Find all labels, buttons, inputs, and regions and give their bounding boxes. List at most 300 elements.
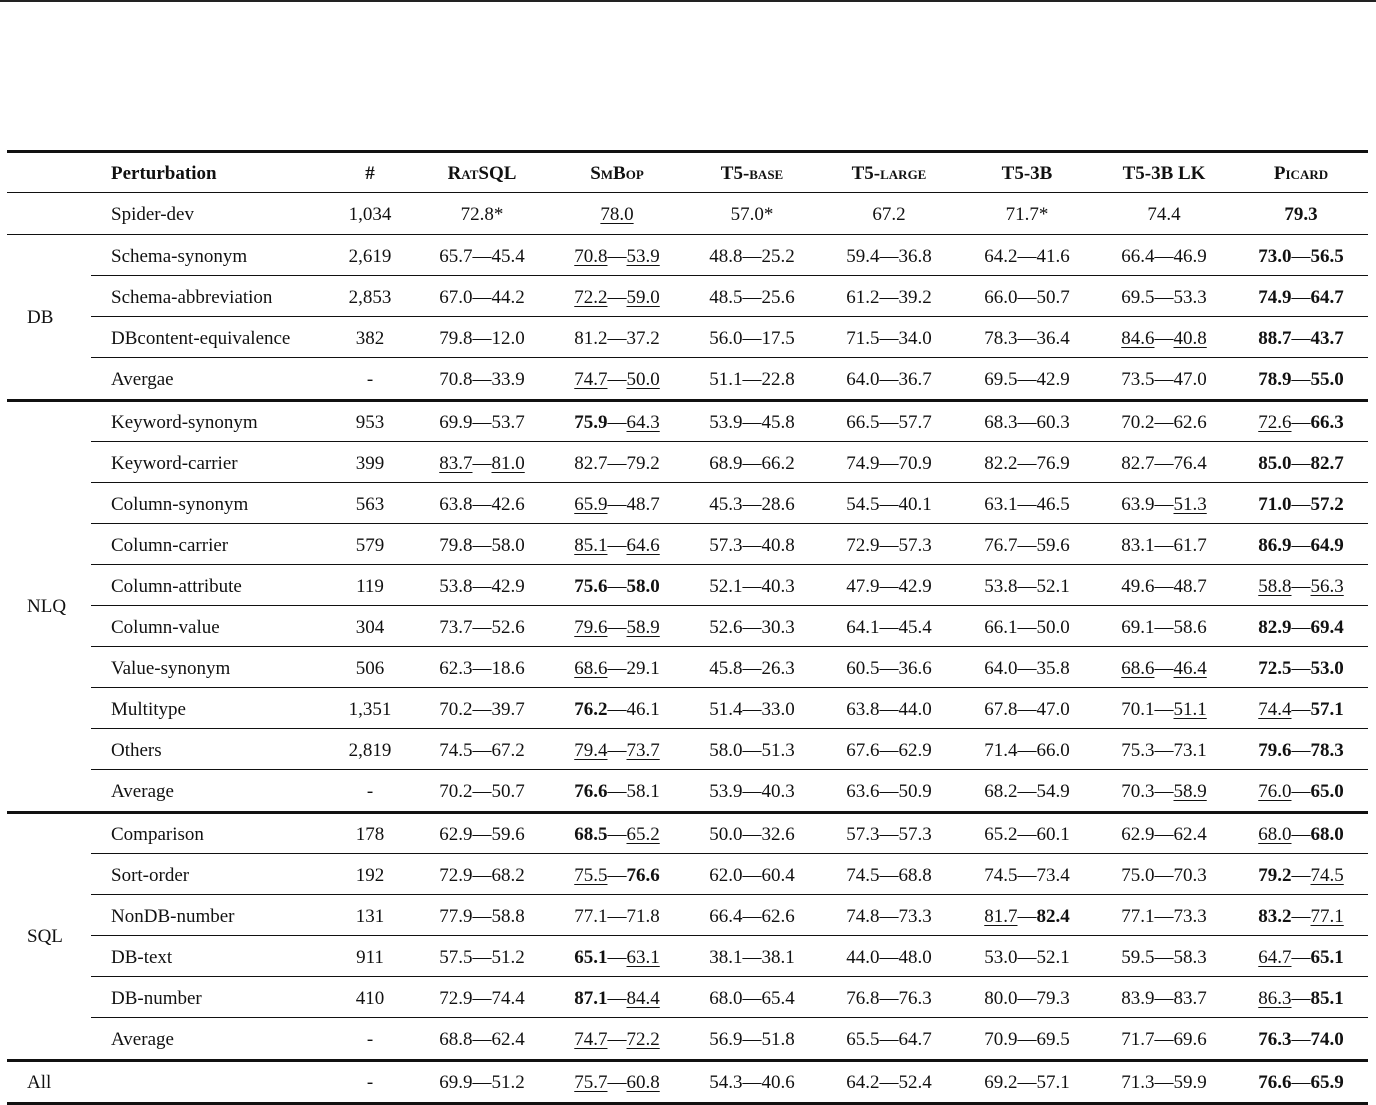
example-count: 2,619 [348, 246, 392, 267]
score-separator: — [879, 576, 899, 597]
score-separator: — [1154, 699, 1174, 720]
score-cell-t5-3b [959, 770, 1095, 811]
score-original: 69.9 [439, 412, 473, 433]
score-original: 70.9 [984, 1029, 1018, 1050]
example-count: - [366, 1072, 374, 1093]
score-cell-t5-base [684, 977, 820, 1018]
table-row [7, 854, 1368, 895]
score-separator: — [879, 535, 899, 556]
score-cell-t5-3b-lk [1096, 1061, 1232, 1102]
score-separator: — [607, 617, 627, 638]
score-cell-smbop [549, 1018, 685, 1059]
score-cell-t5-3b-lk [1096, 483, 1232, 524]
score-separator: — [1017, 1029, 1037, 1050]
score-original: 68.6 [574, 658, 608, 679]
score-separator: — [1017, 328, 1037, 349]
score-perturbed: 48.0 [898, 947, 932, 968]
score-separator: — [1017, 658, 1037, 679]
header-t5-large: T5-large [851, 163, 927, 184]
score-original: 63.1 [984, 494, 1018, 515]
perturbation-label: Value-synonym [111, 658, 231, 679]
score-separator: — [742, 535, 762, 556]
score-original: 60.5 [846, 658, 880, 679]
score-cell-t5-3b [959, 358, 1095, 399]
header-smbop: SmBop [590, 163, 644, 184]
score-original: 71.5 [846, 328, 880, 349]
example-count: 2,853 [348, 287, 392, 308]
score-perturbed: 33.9 [491, 369, 525, 390]
score-separator: — [879, 988, 899, 1009]
score-cell-t5-large [821, 770, 957, 811]
score-cell-picard [1233, 1018, 1369, 1059]
header-t5-3b-lk: T5-3B LK [1122, 163, 1206, 184]
score-perturbed: 32.6 [761, 824, 795, 845]
score-cell-picard [1233, 647, 1369, 688]
perturbation-label: Sort-order [111, 865, 190, 886]
perturbation-label: Others [111, 740, 162, 761]
score-separator: — [1154, 246, 1174, 267]
score-perturbed: 50.0 [626, 369, 660, 390]
score-perturbed: 62.9 [898, 740, 932, 761]
score-perturbed: 78.3 [1310, 740, 1344, 761]
score-original: 56.9 [709, 1029, 743, 1050]
score-separator: — [1291, 865, 1311, 886]
score-original: 74.8 [846, 906, 880, 927]
score-perturbed: 30.3 [761, 617, 795, 638]
all-label: All [27, 1072, 52, 1093]
score-perturbed: 85.1 [1310, 988, 1344, 1009]
score-original: 79.2 [1258, 865, 1292, 886]
score-original: 73.0 [1258, 246, 1292, 267]
score-cell-t5-large [821, 1018, 957, 1059]
table-row [7, 358, 1368, 399]
score-cell-t5-base [684, 193, 820, 234]
score-cell-t5-3b-lk [1096, 358, 1232, 399]
score-original: 64.2 [846, 1072, 880, 1093]
score-perturbed: 54.9 [1036, 781, 1070, 802]
score-original: 79.8 [439, 328, 473, 349]
score-original: 72.9 [439, 988, 473, 1009]
example-count: 953 [355, 412, 385, 433]
score-original: 65.5 [846, 1029, 880, 1050]
score-cell-t5-3b-lk [1096, 977, 1232, 1018]
score-cell-smbop [549, 483, 685, 524]
score-perturbed: 73.1 [1173, 740, 1207, 761]
score-original: 48.5 [709, 287, 743, 308]
score-original: 65.2 [984, 824, 1018, 845]
score-original: 56.0 [709, 328, 743, 349]
score-separator: — [472, 287, 492, 308]
score-perturbed: 62.6 [1173, 412, 1207, 433]
score-original: 68.5 [574, 824, 608, 845]
score-separator: — [607, 781, 627, 802]
score-separator: — [1017, 1072, 1037, 1093]
score-perturbed: 61.7 [1173, 535, 1207, 556]
score-separator: — [1291, 535, 1311, 556]
score-original: 75.3 [1121, 740, 1155, 761]
score-perturbed: 52.1 [1036, 576, 1070, 597]
score-original: 86.9 [1258, 535, 1292, 556]
score-separator: — [607, 412, 627, 433]
score-cell-picard [1233, 442, 1369, 483]
score-separator: — [607, 453, 627, 474]
table-row [7, 401, 1368, 442]
score-original: 76.0 [1258, 781, 1292, 802]
score-perturbed: 53.3 [1173, 287, 1207, 308]
score-perturbed: 68.2 [491, 865, 525, 886]
score-perturbed: 40.1 [898, 494, 932, 515]
score-perturbed: 46.1 [626, 699, 660, 720]
score-cell-picard [1233, 729, 1369, 770]
perturbation-label: Average [111, 781, 174, 802]
score-original: 79.6 [574, 617, 608, 638]
score-perturbed: 52.4 [898, 1072, 932, 1093]
score-perturbed: 69.5 [1036, 1029, 1070, 1050]
score-cell-t5-3b-lk [1096, 854, 1232, 895]
score-cell-t5-large [821, 854, 957, 895]
score-perturbed: 62.4 [491, 1029, 525, 1050]
score-separator: — [607, 287, 627, 308]
score-cell-ratsql [414, 647, 550, 688]
score-perturbed: 58.9 [1173, 781, 1207, 802]
example-count: 579 [355, 535, 385, 556]
score-original: 63.9 [1121, 494, 1155, 515]
score-separator: — [472, 617, 492, 638]
score-perturbed: 47.0 [1036, 699, 1070, 720]
score-perturbed: 51.1 [1173, 699, 1207, 720]
score-separator: — [1291, 287, 1311, 308]
score-separator: — [1291, 740, 1311, 761]
score-perturbed: 42.9 [1036, 369, 1070, 390]
score-separator: — [607, 947, 627, 968]
score-cell-t5-base [684, 688, 820, 729]
score-original: 69.5 [984, 369, 1018, 390]
score-original: 66.1 [984, 617, 1018, 638]
score-original: 74.7 [574, 1029, 608, 1050]
score-original: 54.3 [709, 1072, 743, 1093]
score-original: 65.1 [574, 947, 608, 968]
score-separator: — [879, 699, 899, 720]
score-separator: — [1154, 906, 1174, 927]
score-perturbed: 64.9 [1310, 535, 1344, 556]
score-cell-t5-large [821, 977, 957, 1018]
score-original: 72.6 [1258, 412, 1292, 433]
score-original: 65.9 [574, 494, 608, 515]
score-separator: — [742, 988, 762, 1009]
score-perturbed: 56.3 [1310, 576, 1344, 597]
score-original: 71.7* [1005, 204, 1049, 225]
score-original: 61.2 [846, 287, 880, 308]
score-separator: — [472, 740, 492, 761]
score-original: 88.7 [1258, 328, 1292, 349]
score-original: 85.1 [574, 535, 608, 556]
score-separator: — [607, 658, 627, 679]
score-cell-t5-3b [959, 688, 1095, 729]
score-perturbed: 65.0 [1310, 781, 1344, 802]
score-original: 74.4 [1258, 699, 1292, 720]
score-separator: — [879, 453, 899, 474]
score-separator: — [879, 246, 899, 267]
score-cell-ratsql [414, 729, 550, 770]
score-separator: — [1154, 1072, 1174, 1093]
score-cell-t5-base [684, 442, 820, 483]
score-perturbed: 50.7 [491, 781, 525, 802]
example-count: 399 [355, 453, 385, 474]
score-cell-t5-large [821, 688, 957, 729]
score-perturbed: 25.2 [761, 246, 795, 267]
score-original: 50.0 [709, 824, 743, 845]
group-label: NLQ [27, 596, 67, 617]
example-count: 131 [355, 906, 385, 927]
score-original: 71.7 [1121, 1029, 1155, 1050]
score-perturbed: 33.0 [761, 699, 795, 720]
perturbation-label: Schema-abbreviation [111, 287, 273, 308]
score-perturbed: 51.3 [761, 740, 795, 761]
score-cell-t5-3b [959, 1061, 1095, 1102]
score-original: 70.8 [574, 246, 608, 267]
score-cell-t5-base [684, 401, 820, 442]
score-separator: — [742, 617, 762, 638]
score-separator: — [1291, 824, 1311, 845]
score-separator: — [742, 328, 762, 349]
score-separator: — [1017, 740, 1037, 761]
score-cell-smbop [549, 235, 685, 276]
score-original: 68.8 [439, 1029, 473, 1050]
score-separator: — [607, 328, 627, 349]
score-separator: — [472, 576, 492, 597]
score-perturbed: 67.2 [491, 740, 525, 761]
score-original: 47.9 [846, 576, 880, 597]
table-row [7, 647, 1368, 688]
score-perturbed: 29.1 [626, 658, 660, 679]
score-separator: — [472, 246, 492, 267]
score-original: 83.9 [1121, 988, 1155, 1009]
score-separator: — [879, 494, 899, 515]
score-perturbed: 53.0 [1310, 658, 1344, 679]
example-count: 410 [355, 988, 385, 1009]
score-original: 62.9 [439, 824, 473, 845]
score-cell-t5-large [821, 442, 957, 483]
perturbation-label: DBcontent-equivalence [111, 328, 291, 349]
score-perturbed: 57.3 [898, 824, 932, 845]
score-original: 64.7 [1258, 947, 1292, 968]
score-separator: — [1291, 988, 1311, 1009]
score-original: 74.9 [846, 453, 880, 474]
score-cell-smbop [549, 1061, 685, 1102]
score-separator: — [1154, 412, 1174, 433]
score-original: 59.5 [1121, 947, 1155, 968]
perturbation-label: Keyword-synonym [111, 412, 258, 433]
score-cell-t5-base [684, 647, 820, 688]
score-original: 51.4 [709, 699, 743, 720]
score-cell-smbop [549, 401, 685, 442]
score-separator: — [879, 906, 899, 927]
score-cell-t5-3b-lk [1096, 688, 1232, 729]
table-row [7, 524, 1368, 565]
score-separator: — [1154, 947, 1174, 968]
score-perturbed: 70.3 [1173, 865, 1207, 886]
score-perturbed: 57.3 [898, 535, 932, 556]
score-cell-t5-base [684, 729, 820, 770]
score-original: 72.5 [1258, 658, 1292, 679]
header-t5-base: T5-base [720, 163, 784, 184]
score-separator: — [1017, 699, 1037, 720]
score-perturbed: 76.6 [626, 865, 660, 886]
score-original: 81.2 [574, 328, 608, 349]
score-separator: — [1154, 494, 1174, 515]
score-perturbed: 68.0 [1310, 824, 1344, 845]
score-original: 45.3 [709, 494, 743, 515]
example-count: - [366, 369, 374, 390]
score-cell-t5-base [684, 1018, 820, 1059]
score-cell-t5-large [821, 401, 957, 442]
score-perturbed: 47.0 [1173, 369, 1207, 390]
score-original: 63.8 [846, 699, 880, 720]
score-separator: — [472, 328, 492, 349]
score-cell-t5-large [821, 358, 957, 399]
perturbation-label: Avergae [111, 369, 174, 390]
score-perturbed: 66.2 [761, 453, 795, 474]
score-separator: — [1154, 658, 1174, 679]
score-original: 70.3 [1121, 781, 1155, 802]
score-original: 53.8 [984, 576, 1018, 597]
score-original: 74.9 [1258, 287, 1292, 308]
score-original: 76.6 [1258, 1072, 1292, 1093]
score-separator: — [879, 412, 899, 433]
score-perturbed: 72.2 [626, 1029, 660, 1050]
score-cell-t5-base [684, 524, 820, 565]
score-cell-t5-3b [959, 1018, 1095, 1059]
score-original: 57.0* [730, 204, 774, 225]
score-separator: — [742, 824, 762, 845]
score-cell-picard [1233, 854, 1369, 895]
score-original: 66.4 [1121, 246, 1155, 267]
perturbation-label: Keyword-carrier [111, 453, 238, 474]
score-original: 68.9 [709, 453, 743, 474]
score-separator: — [879, 947, 899, 968]
score-original: 58.0 [709, 740, 743, 761]
score-original: 70.8 [439, 369, 473, 390]
example-count: 178 [355, 824, 385, 845]
score-original: 76.8 [846, 988, 880, 1009]
score-cell-ratsql [414, 770, 550, 811]
perturbation-label: Column-value [111, 617, 220, 638]
group-label: SQL [27, 926, 63, 947]
score-cell-smbop [549, 813, 685, 854]
score-original: 53.0 [984, 947, 1018, 968]
score-separator: — [1017, 988, 1037, 1009]
score-cell-t5-large [821, 483, 957, 524]
score-separator: — [1017, 906, 1037, 927]
score-perturbed: 58.0 [626, 576, 660, 597]
score-separator: — [1291, 658, 1311, 679]
table-row [7, 1018, 1368, 1059]
score-perturbed: 60.8 [626, 1072, 660, 1093]
score-perturbed: 57.7 [898, 412, 932, 433]
score-cell-t5-3b [959, 193, 1095, 234]
score-original: 71.3 [1121, 1072, 1155, 1093]
score-separator: — [1154, 865, 1174, 886]
score-original: 59.4 [846, 246, 880, 267]
score-perturbed: 57.2 [1310, 494, 1344, 515]
score-perturbed: 37.2 [626, 328, 660, 349]
score-separator: — [1017, 781, 1037, 802]
score-separator: — [1017, 576, 1037, 597]
score-separator: — [607, 1029, 627, 1050]
score-separator: — [1017, 412, 1037, 433]
score-perturbed: 35.8 [1036, 658, 1070, 679]
score-cell-t5-large [821, 647, 957, 688]
table-header-row [7, 152, 1368, 193]
score-perturbed: 52.1 [1036, 947, 1070, 968]
score-perturbed: 40.8 [1173, 328, 1207, 349]
score-separator: — [472, 412, 492, 433]
score-perturbed: 73.3 [1173, 906, 1207, 927]
score-separator: — [1154, 824, 1174, 845]
score-original: 75.0 [1121, 865, 1155, 886]
score-perturbed: 34.0 [898, 328, 932, 349]
score-separator: — [1291, 1072, 1311, 1093]
score-perturbed: 58.9 [626, 617, 660, 638]
score-separator: — [607, 865, 627, 886]
score-perturbed: 74.0 [1310, 1029, 1344, 1050]
score-original: 62.3 [439, 658, 473, 679]
score-original: 74.5 [846, 865, 880, 886]
perturbation-label: Column-synonym [111, 494, 249, 515]
score-original: 67.0 [439, 287, 473, 308]
score-separator: — [1154, 617, 1174, 638]
score-separator: — [607, 369, 627, 390]
score-separator: — [472, 699, 492, 720]
score-original: 72.8* [460, 204, 504, 225]
score-separator: — [742, 699, 762, 720]
score-separator: — [607, 699, 627, 720]
score-cell-t5-base [684, 813, 820, 854]
score-cell-t5-large [821, 813, 957, 854]
score-cell-ratsql [414, 688, 550, 729]
score-original: 77.1 [574, 906, 608, 927]
example-count: - [366, 1029, 374, 1050]
score-perturbed: 65.9 [1310, 1072, 1344, 1093]
score-separator: — [1017, 824, 1037, 845]
score-separator: — [1017, 865, 1037, 886]
score-separator: — [742, 947, 762, 968]
score-cell-t5-base [684, 1061, 820, 1102]
score-original: 75.6 [574, 576, 608, 597]
score-separator: — [607, 824, 627, 845]
score-separator: — [1154, 287, 1174, 308]
score-original: 75.5 [574, 865, 608, 886]
example-count: 1,351 [348, 699, 392, 720]
score-original: 75.9 [574, 412, 608, 433]
score-separator: — [879, 1072, 899, 1093]
header-t5-3b: T5-3B [1001, 163, 1053, 184]
score-original: 54.5 [846, 494, 880, 515]
score-original: 74.5 [984, 865, 1018, 886]
score-original: 53.9 [709, 412, 743, 433]
header-ratsql: RatSQL [447, 163, 517, 184]
score-original: 73.7 [439, 617, 473, 638]
score-original: 53.9 [709, 781, 743, 802]
score-cell-t5-3b-lk [1096, 524, 1232, 565]
table-row [7, 770, 1368, 811]
score-cell-t5-3b-lk [1096, 770, 1232, 811]
score-perturbed: 53.9 [626, 246, 660, 267]
score-separator: — [1017, 947, 1037, 968]
example-count: 119 [356, 576, 384, 597]
score-separator: — [607, 1072, 627, 1093]
score-separator: — [472, 824, 492, 845]
